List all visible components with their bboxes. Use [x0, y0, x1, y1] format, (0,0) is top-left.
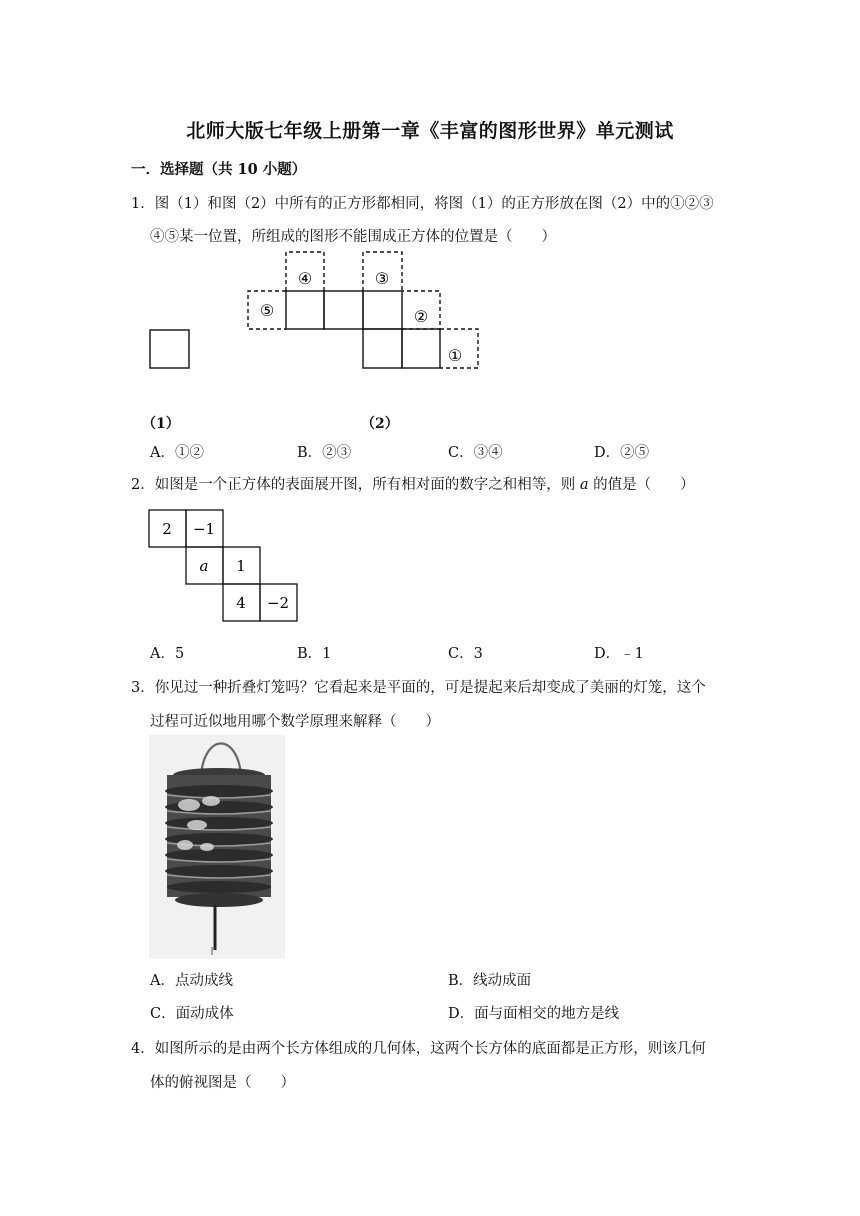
fig2-caption: （2） — [361, 416, 399, 432]
q1-text-line1: 1．图（1）和图（2）中所有的正方形都相同，将图（1）的正方形放在图（2）中的①②③ — [131, 196, 714, 212]
q4-text-line2: 体的俯视图是（ ） — [150, 1075, 295, 1091]
q1-figure — [140, 245, 500, 380]
q3-option-b: B．线动成面 — [448, 973, 532, 989]
section-heading: 一．选择题（共 10 小题） — [131, 161, 307, 178]
net-cell-2: −1 — [192, 520, 216, 538]
q1-option-b: B．②③ — [297, 445, 352, 461]
page-title: 北师大版七年级上册第一章《丰富的图形世界》单元测试 — [186, 120, 674, 142]
lantern-image — [149, 735, 285, 959]
q2-text-part2: 的值是（ ） — [588, 477, 695, 493]
fig1-square — [150, 330, 189, 368]
q1-text-line2: ④⑤某一位置，所组成的图形不能围成正方体的位置是（ ） — [150, 229, 556, 245]
net-cell-3: a — [199, 557, 209, 575]
net-cell-4: 1 — [236, 557, 246, 575]
q1-option-d: D．②⑤ — [594, 445, 650, 461]
q3-option-a: A．点动成线 — [150, 973, 233, 989]
q2-option-d: D．﹣1 — [594, 646, 644, 662]
q3-option-d: D．面与面相交的地方是线 — [448, 1006, 620, 1022]
q4-text-line1: 4．如图所示的是由两个长方体组成的几何体，这两个长方体的底面都是正方形，则该几何 — [131, 1041, 706, 1057]
q3-text-line1: 3．你见过一种折叠灯笼吗？它看起来是平面的，可是提起来后却变成了美丽的灯笼，这个 — [131, 680, 706, 696]
label-position-4: ④ — [297, 269, 313, 288]
q2-text-part1: 2．如图是一个正方体的表面展开图，所有相对面的数字之和相等，则 — [131, 477, 580, 493]
q1-option-a: A．①② — [150, 445, 204, 461]
net-cell-5: 4 — [236, 594, 246, 612]
q2-text — [131, 473, 695, 494]
q3-option-c: C．面动成体 — [150, 1006, 234, 1022]
net-cell-1: 2 — [162, 520, 172, 538]
q2-figure — [140, 502, 305, 627]
label-position-5: ⑤ — [259, 301, 275, 320]
label-position-3: ③ — [374, 269, 390, 288]
q3-text-line2: 过程可近似地用哪个数学原理来解释（ ） — [150, 714, 440, 730]
fig1-caption: （1） — [142, 416, 180, 432]
label-position-2: ② — [413, 307, 429, 326]
label-position-1: ① — [447, 346, 463, 365]
net-cell-6: −2 — [266, 594, 290, 612]
q1-option-c: C．③④ — [448, 445, 503, 461]
q2-option-c: C．3 — [448, 646, 483, 662]
q2-option-a: A．5 — [150, 646, 185, 662]
q2-option-b: B．1 — [297, 646, 332, 662]
q2-variable: a — [579, 477, 589, 493]
